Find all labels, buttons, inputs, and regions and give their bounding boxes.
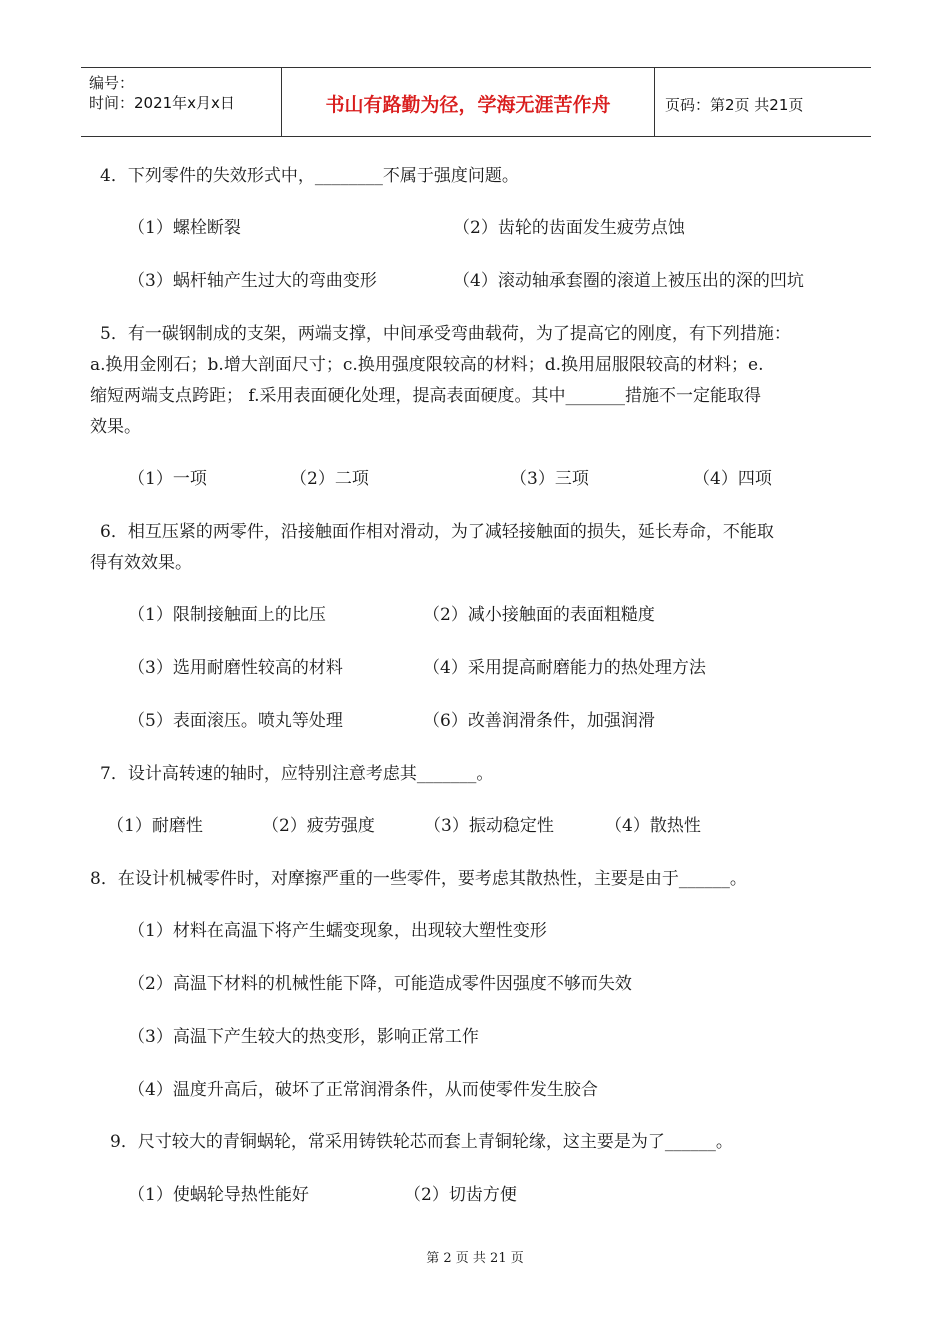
question-9-stem: 9．尺寸较大的青铜蜗轮，常采用铸铁轮芯而套上青铜轮缘，这主要是为了______。 (110, 1132, 733, 1152)
header-page-cell (655, 68, 871, 136)
question-5-option-1: （1）一项 (128, 469, 207, 489)
question-6-option-5: （5）表面滚压。喷丸等处理 (128, 711, 343, 731)
question-5-option-3: （3）三项 (510, 469, 589, 489)
question-7-option-3: （3）振动稳定性 (424, 816, 554, 836)
page-info: 页码：第2页 共21页 (665, 96, 804, 114)
question-4-option-4: （4）滚动轴承套圈的滚道上被压出的深的凹坑 (453, 271, 804, 291)
header-meta-cell (81, 68, 282, 136)
document-header (81, 67, 871, 137)
question-8-option-4: （4）温度升高后，破坏了正常润滑条件，从而使零件发生胶合 (128, 1080, 598, 1100)
question-5-option-4: （4）四项 (693, 469, 772, 489)
question-4-stem: 4．下列零件的失效形式中，________不属于强度问题。 (100, 166, 519, 186)
question-5-stem-line-4: 效果。 (90, 417, 141, 437)
time-label: 时间：2021年x月x日 (89, 94, 235, 112)
question-8-option-3: （3）高温下产生较大的热变形，影响正常工作 (128, 1027, 479, 1047)
question-6-option-6: （6）改善润滑条件，加强润滑 (423, 711, 655, 731)
page-footer: 第 2 页 共 21 页 (426, 1251, 524, 1266)
question-4-option-2: （2）齿轮的齿面发生疲劳点蚀 (453, 218, 685, 238)
question-5-stem-line-3: 缩短两端支点跨距； f.采用表面硬化处理，提高表面硬度。其中_______措施不一定能取得 (90, 386, 761, 406)
question-6-option-4: （4）采用提高耐磨能力的热处理方法 (423, 658, 706, 678)
question-7-option-4: （4）散热性 (605, 816, 701, 836)
question-6-option-2: （2）减小接触面的表面粗糙度 (423, 605, 655, 625)
motto-text: 书山有路勤为径，学海无涯苦作舟 (325, 94, 611, 116)
question-6-stem-line-1: 6．相互压紧的两零件，沿接触面作相对滑动，为了减轻接触面的损失，延长寿命，不能取 (100, 522, 774, 542)
question-4-option-3: （3）蜗杆轴产生过大的弯曲变形 (128, 271, 377, 291)
question-7-option-1: （1）耐磨性 (107, 816, 203, 836)
question-8-option-2: （2）高温下材料的机械性能下降，可能造成零件因强度不够而失效 (128, 974, 632, 994)
question-6-stem-line-2: 得有效效果。 (90, 553, 192, 573)
question-8-stem: 8．在设计机械零件时，对摩擦严重的一些零件，要考虑其散热性，主要是由于______。 (90, 869, 747, 889)
question-6-option-1: （1）限制接触面上的比压 (128, 605, 326, 625)
question-9-option-1: （1）使蜗轮导热性能好 (128, 1185, 309, 1205)
number-label: 编号： (89, 74, 135, 92)
question-8-option-1: （1）材料在高温下将产生蠕变现象，出现较大塑性变形 (128, 921, 547, 941)
question-6-option-3: （3）选用耐磨性较高的材料 (128, 658, 343, 678)
question-5-option-2: （2）二项 (290, 469, 369, 489)
question-7-stem: 7．设计高转速的轴时，应特别注意考虑其_______。 (100, 764, 494, 784)
question-5-stem-line-1: 5．有一碳钢制成的支架，两端支撑，中间承受弯曲载荷，为了提高它的刚度，有下列措施： (100, 324, 791, 344)
question-9-option-2: （2）切齿方便 (404, 1185, 517, 1205)
question-5-stem-line-2: a.换用金刚石；b.增大剖面尺寸；c.换用强度限较高的材料；d.换用屈服限较高的材料；e. (90, 355, 764, 375)
question-4-option-1: （1）螺栓断裂 (128, 218, 241, 238)
question-7-option-2: （2）疲劳强度 (262, 816, 375, 836)
header-motto-cell (282, 68, 655, 136)
